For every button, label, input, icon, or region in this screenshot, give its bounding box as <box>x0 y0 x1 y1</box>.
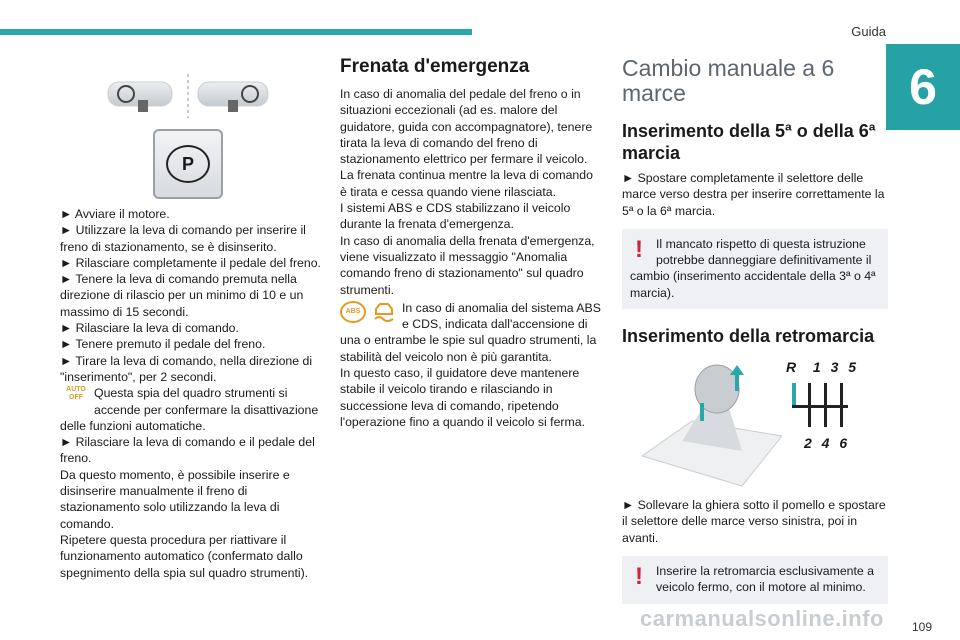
abs-note-text: In caso di anomalia del sistema ABS e CDS, indicata dall'accensione di una o entrambe le spie sul quadro strumenti, la stabilità del veicolo non è più garantita. <box>340 300 601 364</box>
paragraph: In caso di anomalia del pedale del freno o in situazioni eccezionali (ad es. malore del guidatore, guida con accompagnatore), tenere tirata la leva di comando del freno di stazionamento elettrico per fermare il veicolo. <box>340 87 593 167</box>
gear-pattern-bottom: 2 4 6 <box>804 435 851 452</box>
subsection-title-reverse: Inserimento della retromarcia <box>622 326 875 347</box>
warning-icon: ! <box>635 235 643 263</box>
paragraph: Da questo momento, è possibile inserire e disinserire manualmente il freno di stazionamento solo utilizzando la leva di comando. <box>60 467 290 531</box>
auto-off-icon <box>64 386 88 402</box>
paragraph: I sistemi ABS e CDS stabilizzano il veicolo durante la frenata d'emergenza. <box>340 201 571 232</box>
watermark: carmanualsonline.info <box>640 606 884 631</box>
abs-note <box>340 300 602 365</box>
page-number: 109 <box>911 620 932 634</box>
step-line: ► Sollevare la ghiera sotto il pomello e spostare il selettore delle marce verso sinistra, poi in avanti. <box>622 498 886 545</box>
parking-brake-icon <box>166 145 210 183</box>
column-left <box>60 206 322 581</box>
warning-box <box>622 229 888 309</box>
gear-shift-illustration <box>622 353 888 493</box>
subsection-title-5th-6th: Inserimento della 5ª o della 6ª marcia <box>622 121 876 163</box>
step-line: ► Spostare completamente il selettore delle marce verso destra per inserire correttamente la 5ª o la 6ª marcia. <box>622 171 885 218</box>
step-line: ► Rilasciare la leva di comando e il pedale del freno. <box>60 435 315 466</box>
step-line: ► Utilizzare la leva di comando per inserire il freno di stazionamento, se è disinserito. <box>60 223 306 254</box>
abs-icon <box>340 301 366 323</box>
paragraph: In questo caso, il guidatore deve mantenere stabile il veicolo tirando e rilasciando in successione leva di comando, ripetendo l'operazione fino a quando il veicolo si ferma. <box>340 366 586 429</box>
section-title: Frenata d'emergenza <box>340 56 530 77</box>
chapter-title: Cambio manuale a 6 marce <box>622 55 835 106</box>
stability-control-icon <box>372 301 396 323</box>
paragraph: Ripetere questa procedura per riattivare il funzionamento automatico (confermato dallo spegnimento della spia sul quadro strumenti). <box>60 532 309 580</box>
section-label: Guida <box>851 24 886 39</box>
parking-brake-icon-label: P <box>181 153 194 174</box>
step-line: ► Tenere la leva di comando premuta nella direzione di rilascio per un minimo di 10 e un massimo di 15 secondi. <box>60 272 304 319</box>
step-line: ► Tenere premuto il pedale del freno. <box>60 337 266 352</box>
gear-pattern-top: R 1 3 5 <box>786 359 860 376</box>
auto-off-note-text: Questa spia del quadro strumenti si accende per confermare la disattivazione delle funzioni automatiche. <box>60 386 319 433</box>
warning-icons <box>340 301 396 323</box>
step-line: ► Rilasciare la leva di comando. <box>60 321 239 336</box>
brake-pedal-illustration <box>100 70 280 122</box>
auto-off-icon-label: AUTO OFF <box>66 386 86 402</box>
abs-icon-label: ABS <box>345 307 361 315</box>
step-line: ► Avviare il motore. <box>60 207 170 221</box>
paragraph: La frenata continua mentre la leva di comando è tirata e cessa quando viene rilasciata. <box>340 168 593 199</box>
step-line: ► Tirare la leva di comando, nella direzione di "inserimento", per 2 secondi. <box>60 353 313 384</box>
header-accent-bar <box>0 29 472 35</box>
column-right <box>622 56 888 616</box>
gear-knob-icon <box>632 361 782 491</box>
warning-text: Il mancato rispetto di questa istruzione potrebbe danneggiare definitivamente il cambio (inserimento accidentale della 3ª o 4ª marcia). <box>630 236 876 300</box>
paragraph: In caso di anomalia della frenata d'emergenza, viene visualizzato il messaggio "Anomalia comando freno di stazionamento" sul quadro strumenti. <box>340 233 595 297</box>
chapter-tab: 6 <box>886 44 960 130</box>
warning-text: Inserire la retromarcia esclusivamente a veicolo fermo, con il motore al minimo. <box>656 563 875 595</box>
column-middle <box>340 56 602 430</box>
gear-pattern-lines <box>790 379 850 429</box>
auto-off-note <box>60 385 322 434</box>
parking-brake-button <box>153 129 223 199</box>
warning-icon: ! <box>635 562 643 590</box>
step-line: ► Rilasciare completamente il pedale del freno. <box>60 255 321 270</box>
warning-box <box>622 556 888 604</box>
